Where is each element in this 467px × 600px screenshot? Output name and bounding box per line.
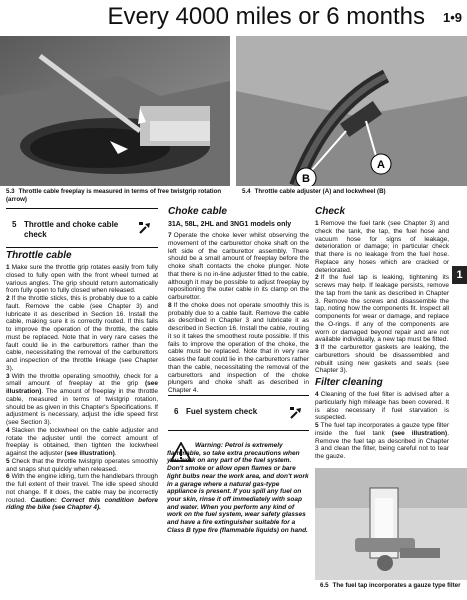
warning-text: Warning: Petrol is extremely flammable, so take extra precautions when you work on any part of the fuel system. Don't smoke or allow open flames or bare light bulbs near the work area, and don't work in a garage where a natural gas-type appliance is present. If you spill any fuel on your skin, rinse it off immediately with soap and water. When you perform any kind of work on the fuel system, wear safety glasses and have a fire extinguisher suitable for a Class B type fire (flammable liquids) on hand.	[167, 442, 309, 534]
paragraph: 3 With the throttle operating smoothly, check for a small amount of freeplay at the grip (see illustration). The amount of freeplay in the throttle cable, measured in terms of twistgrip rotation, should be as given in this Chapter's Specifications. If adjustment is necessary, adjust the idle speed first (see Section 3).	[6, 372, 158, 426]
cable-adjuster-image	[236, 36, 467, 186]
paragraph: 4 Slacken the lockwheel on the cable adjuster and rotate the adjuster until the correct amount of freeplay is obtained, then tighten the lockwheel against the adjuster (see illustration).	[6, 426, 158, 457]
heading-throttle-cable: Throttle cable	[6, 250, 72, 261]
paragraph: 8 If the choke does not operate smoothly this is probably due to a cable fault. Remove the cable as described in Chapter 3 and lubricate it as described in Section 16. Install the cable, routing it so it takes the smoothest route possible. If this fails to improve the operation of the choke, the cable must be replaced. Note that in very rare cases the fault could lie in the carburettors rather than the cable, necessitating the removal of the carburettors and inspection of the choke plungers and choke shaft as described in Chapter 4.	[168, 301, 309, 394]
page-header	[0, 0, 467, 36]
throttle-grip-image	[0, 36, 230, 186]
column-2	[168, 206, 309, 395]
section-5-heading-box	[6, 208, 158, 248]
paragraph: 2 If the throttle sticks, this is probably due to a cable fault. Remove the cable (see Chapter 3) and lubricate it as described in Section 16. Install the cable, making sure it is correctly routed. If this fails to improve the operation of the throttle, the cable must be replaced. Note that in very rare cases the fault could lie in the carburettors rather than the cable, necessitating the removal of the carburettors and inspection of the throttle linkage (see Chapter 3).	[6, 295, 158, 372]
caption-text: The fuel tap incorporates a gauze type filter	[332, 582, 461, 589]
heading-check: Check	[315, 206, 346, 217]
wrench-icon	[138, 221, 152, 235]
caption-number: 6.5	[320, 582, 329, 589]
heading-filter-cleaning: Filter cleaning	[315, 377, 383, 388]
caption-5-3	[6, 188, 228, 203]
paragraph: 1 Remove the fuel tank (see Chapter 3) and check the tank, the tap, the fuel hose and vacuum hose for signs of leakage, deterioration or damage; in particular check that there is no leakage from the fuel hose. Replace any hoses which are cracked or deteriorated.	[315, 220, 449, 274]
paragraph: 5 Check that the throttle twistgrip operates smoothly and snaps shut quickly when released.	[6, 457, 158, 473]
photo-throttle-freeplay	[0, 36, 230, 186]
paragraph: 7 Operate the choke lever whilst observing the movement of the carburettor choke shaft on the left side of the carburettor assembly. There should be a small amount of freeplay before the choke shaft contacts the choke plunger. Note that there is no in-line adjuster fitted to the cable, although it may be possible to adjust freeplay by repositioning the outer cable in its clamp on the carburettor.	[168, 232, 309, 301]
paragraph: 3 If the carburettor gaskets are leaking, the carburettors should be disassembled and rebuilt using new gaskets and seals (see Chapter 3).	[315, 344, 449, 375]
column-3	[315, 206, 449, 461]
caption-text: Throttle cable adjuster (A) and lockwheel (B)	[254, 188, 386, 195]
paragraph: 5 The fuel tap incorporates a gauze type filter inside the fuel tank (see illustration). Remove the fuel tap as described in Chapter 3 and clean the filter, being careful not to tear the gauze.	[315, 422, 449, 460]
caption-number: 5.4	[242, 188, 251, 195]
paragraph: 1 Make sure the throttle grip rotates easily from fully closed to fully open with the front wheel turned at various angles. The grip should return automatically from fully open to fully closed when released.	[6, 264, 158, 295]
wrench-icon	[289, 406, 303, 420]
page-number: 1•9	[442, 10, 462, 25]
section-number: 5	[12, 220, 17, 229]
caption-text: Throttle cable freeplay is measured in terms of free twistgrip rotation (arrow)	[6, 188, 222, 203]
page-title: Every 4000 miles or 6 months	[107, 3, 425, 30]
caption-5-4	[242, 188, 464, 196]
paragraph: 6 With the engine idling, turn the handlebars through the full extent of their travel. The idle speed should not change. If it does, the cable may be incorrectly routed. Caution: Correct this condition before riding the bike (see Chapter 4).	[6, 473, 159, 512]
section-title: Throttle and choke cable check	[24, 220, 119, 239]
photo-fuel-tap	[315, 468, 467, 580]
caption-6-5	[320, 582, 464, 590]
models-note: 31A, 58L, 2HL and 3NG1 models only	[168, 221, 292, 228]
paragraph: 2 If the fuel tap is leaking, tightening its screws may help. If leakage persists, remove the tap from the tank as described in Chapter 3. Remove the screws and disassemble the tap, noting how the components fit. Inspect all components for wear or damage, and replace the O-rings. If any of the components are worn or damaged beyond repair and are not available individually, a new tap must be fitted.	[315, 274, 449, 344]
label-b: B	[302, 173, 310, 185]
chapter-tab: 1	[452, 266, 467, 284]
caption-number: 5.3	[6, 188, 15, 195]
section-number: 6	[174, 407, 179, 416]
label-a: A	[377, 159, 385, 171]
section-6-heading-box	[168, 395, 309, 431]
heading-choke-cable: Choke cable	[168, 206, 227, 217]
photo-cable-adjuster	[236, 36, 467, 186]
column-1	[6, 250, 158, 512]
section-title: Fuel system check	[186, 407, 258, 416]
paragraph: 4 Cleaning of the fuel filter is advised after a particularly high mileage has been covered. It is also necessary if fuel starvation is suspected.	[315, 391, 449, 422]
fuel-tap-image	[315, 468, 467, 580]
warning-box	[167, 442, 309, 534]
